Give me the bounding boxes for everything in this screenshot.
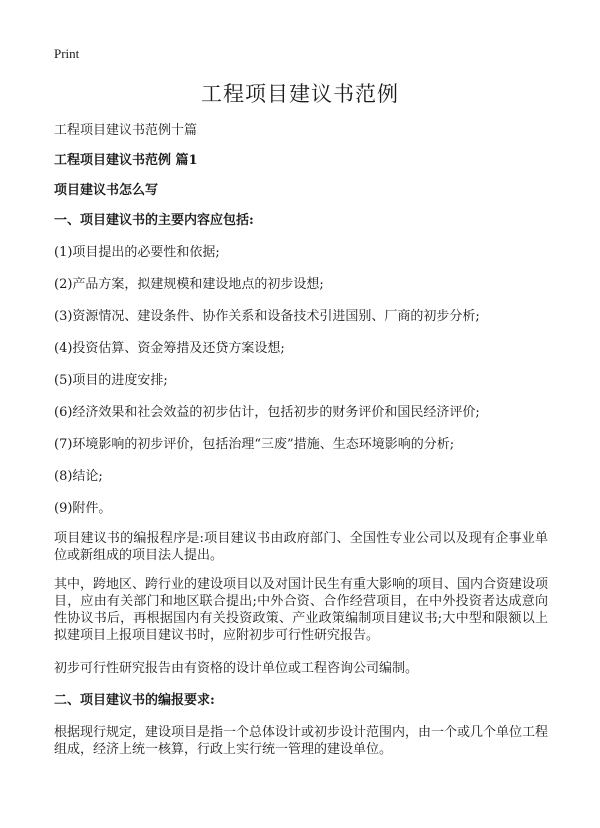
body-paragraph: 初步可行性研究报告由有资格的设计单位或工程咨询公司编制。	[54, 661, 419, 676]
list-item: (4)投资估算、资金筹措及还贷方案设想;	[54, 341, 285, 356]
print-link[interactable]: Print	[54, 46, 80, 61]
list-item: (2)产品方案，拟建规模和建设地点的初步设想;	[54, 277, 324, 292]
body-paragraph: 其中，跨地区、跨行业的建设项目以及对国计民生有重大影响的项目、国内合资建设项目，应由有关部门和地区联合提出;中外合资、合作经营项目，在中外投资者达成意向性协议书后，再根据国内有关投资政策、产业政策编制项目建议书;大中型和限额以上拟建项目上报项目建议书时，应附初步可行性研究报告。	[54, 577, 549, 643]
part1-heading: 一、项目建议书的主要内容应包括:	[54, 213, 254, 228]
section-heading: 工程项目建议书范例 篇1	[54, 153, 198, 168]
page-title: 工程项目建议书范例	[201, 82, 399, 106]
body-paragraph: 项目建议书的编报程序是:项目建议书由政府部门、全国性专业公司以及现有企事业单位或新组成的项目法人提出。	[54, 531, 548, 563]
list-item: (5)项目的进度安排;	[54, 373, 168, 388]
list-item: (7)环境影响的初步评价，包括治理“三废”措施、生态环境影响的分析;	[54, 437, 455, 452]
body-paragraph: 根据现行规定，建设项目是指一个总体设计或初步设计范围内，由一个或几个单位工程组成，经济上统一核算，行政上实行统一管理的建设单位。	[54, 725, 549, 757]
list-item: (3)资源情况、建设条件、协作关系和设备技术引进国别、厂商的初步分析;	[54, 309, 480, 324]
list-item: (1)项目提出的必要性和依据;	[54, 245, 220, 260]
list-item: (8)结论;	[54, 469, 103, 484]
list-item: (9)附件。	[54, 501, 112, 516]
sub-heading: 项目建议书怎么写	[54, 183, 159, 198]
subtitle: 工程项目建议书范例十篇	[54, 123, 198, 138]
part2-heading: 二、项目建议书的编报要求:	[54, 693, 215, 708]
list-item: (6)经济效果和社会效益的初步估计，包括初步的财务评价和国民经济评价;	[54, 405, 480, 420]
